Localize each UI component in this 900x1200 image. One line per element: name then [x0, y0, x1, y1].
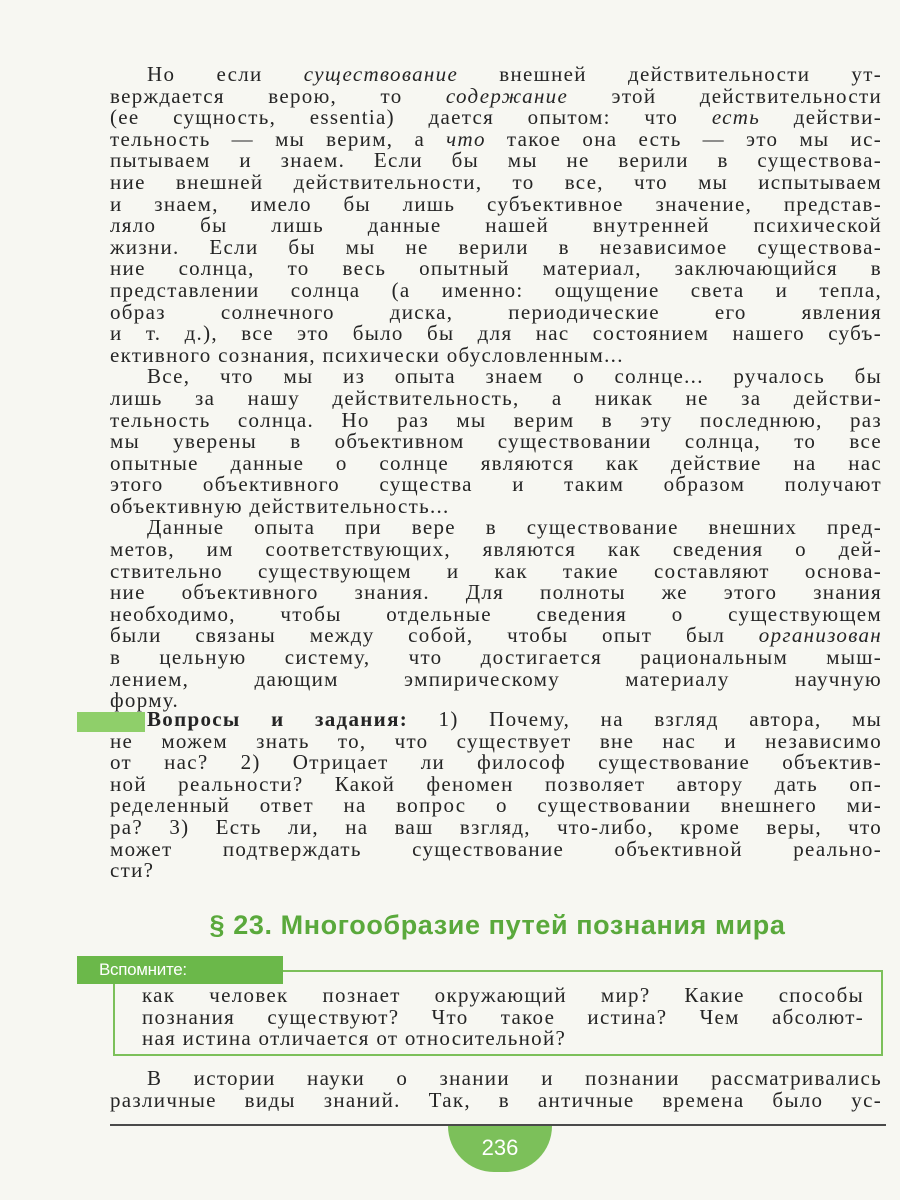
text-segment: как человек познает окружающий мир? Какие способы	[142, 983, 864, 1007]
text-segment: ективного сознания, психически обусловленным...	[110, 342, 624, 367]
text-line	[110, 150, 882, 172]
text-line	[110, 771, 882, 796]
text-segment: В истории науки о знании и познании рассматривались	[147, 1066, 882, 1090]
recall-label: Вспомните:	[77, 956, 283, 984]
text-line	[110, 258, 882, 280]
text-line	[110, 215, 882, 237]
text-segment: сти?	[110, 858, 155, 883]
text-line	[110, 342, 882, 367]
text-segment: Но если	[147, 62, 304, 86]
text-segment: ляло бы лишь данные нашей внутренней психической	[110, 213, 882, 238]
text-segment: метов, им соответствующих, являются как сведения о дей-	[110, 537, 882, 562]
text-line	[110, 126, 882, 151]
text-line	[110, 474, 882, 496]
text-line	[110, 366, 882, 388]
text-segment: необходимо, чтобы отдельные сведения о существующем	[110, 601, 882, 626]
text-segment: представлении солнца (а именно: ощущение света и тепла,	[110, 277, 882, 302]
recall-text	[142, 985, 864, 1050]
text-segment: и т. д.), все это было бы для нас состоянием нашего субъ-	[110, 321, 882, 346]
text-segment: лишь за нашу действительность, а никак не за действи-	[110, 385, 882, 410]
text-line	[142, 1004, 864, 1029]
text-line	[142, 985, 864, 1007]
text-segment: пытываем и знаем. Если бы мы не верили в существова-	[110, 148, 882, 173]
text-segment: ной реальности? Какой феномен позволяет автору дать оп-	[110, 771, 882, 796]
text-line	[142, 1028, 864, 1050]
text-line	[110, 299, 882, 324]
text-line	[110, 558, 882, 583]
text-segment: ние солнца, то весь опытный материал, заключающийся в	[110, 256, 882, 281]
text-segment: ределенный ответ на вопрос о существовании внешнего ми-	[110, 793, 882, 818]
text-line	[110, 407, 882, 432]
text-segment: этого объективного существа и таким образом получают	[110, 472, 882, 497]
text-segment: форму.	[110, 688, 180, 713]
text-segment: верждается верою, то	[110, 83, 446, 108]
text-line	[110, 795, 882, 817]
text-line	[110, 752, 882, 774]
text-line	[110, 601, 882, 626]
text-line	[110, 1068, 882, 1090]
text-line	[110, 431, 882, 453]
italic-emphasis: существование	[303, 62, 459, 86]
text-segment: действи-	[760, 105, 883, 130]
text-segment: ная истина отличается от относительной?	[142, 1026, 567, 1051]
text-segment: (ее сущность, essentia) дается опытом: что	[110, 105, 712, 130]
text-line	[110, 836, 882, 861]
text-line	[110, 625, 882, 647]
text-segment: тельность солнца. Но раз мы верим в эту последнюю, раз	[110, 407, 882, 432]
text-segment: такое она есть — это мы ис-	[485, 126, 882, 151]
text-line	[110, 517, 882, 539]
text-segment: 1) Почему, на взгляд автора, мы	[408, 707, 882, 731]
text-segment: может подтверждать существование объективной реально-	[110, 836, 882, 861]
text-segment: Все, что мы из опыта знаем о солнце... ручалось бы	[147, 364, 882, 389]
text-line	[110, 385, 882, 410]
text-line	[110, 582, 882, 604]
questions-label: Вопросы и задания:	[147, 707, 409, 731]
text-line	[110, 1087, 882, 1112]
italic-emphasis: организован	[758, 623, 882, 648]
text-segment: и знаем, имело бы лишь субъективное значение, представ-	[110, 191, 882, 216]
text-segment: опытные данные о солнце являются как действие на нас	[110, 450, 882, 475]
page-number: 236	[448, 1126, 552, 1172]
main-text	[110, 64, 882, 712]
text-segment: образ солнечного диска, периодические его явления	[110, 299, 882, 324]
text-line	[110, 107, 882, 129]
text-segment: внешней действительности ут-	[458, 62, 882, 86]
text-line	[110, 323, 882, 345]
text-line	[110, 860, 882, 882]
text-segment: ние внешней действительности, то все, что мы испытываем	[110, 169, 882, 194]
text-segment: Данные опыта при вере в существование внешних пред-	[147, 515, 882, 540]
text-line	[110, 493, 882, 518]
italic-emphasis: содержание	[445, 83, 569, 108]
text-segment: ра? 3) Есть ли, на ваш взгляд, что-либо, кроме веры, что	[110, 814, 882, 839]
text-line	[110, 728, 882, 753]
text-line	[110, 234, 882, 259]
text-segment: познания существуют? Что такое истина? Чем абсолют-	[142, 1004, 864, 1029]
questions-and-tasks	[110, 709, 882, 882]
italic-emphasis: что	[446, 126, 486, 151]
text-line	[110, 277, 882, 302]
text-segment: не можем знать то, что существует вне нас и независимо	[110, 728, 882, 753]
section-heading: § 23. Многообразие путей познания мира	[209, 910, 786, 940]
text-line	[110, 169, 882, 194]
text-segment: в цельную систему, что достигается рациональным мыш-	[110, 645, 882, 670]
text-line	[110, 666, 882, 691]
text-segment: жизни. Если бы мы не верили в независимое существова-	[110, 234, 882, 259]
text-line	[110, 709, 882, 731]
italic-emphasis: есть	[711, 105, 761, 130]
text-line	[110, 450, 882, 475]
text-segment: ние объективного знания. Для полноты же этого знания	[110, 580, 882, 605]
text-line	[110, 814, 882, 839]
text-line	[110, 191, 882, 216]
text-segment: от нас? 2) Отрицает ли философ существование объектив-	[110, 750, 882, 775]
text-segment: ствительно существующем и как такие составляют основа-	[110, 558, 882, 583]
text-line	[110, 647, 882, 669]
text-segment: мы уверены в объективном существовании солнца, то все	[110, 429, 882, 454]
text-segment: этой действительности	[568, 83, 882, 108]
text-segment: лением, дающим эмпирическому материалу научную	[110, 666, 882, 691]
text-segment: тельность — мы верим, а	[110, 126, 447, 151]
body-continuation	[110, 1068, 882, 1111]
text-segment: объективную действительность...	[110, 493, 450, 518]
text-segment: различные виды знаний. Так, в античные времена было ус-	[110, 1087, 882, 1112]
text-line	[110, 539, 882, 561]
text-segment: были связаны между собой, чтобы опыт был	[110, 623, 759, 648]
text-line	[110, 83, 882, 108]
text-line	[110, 64, 882, 86]
